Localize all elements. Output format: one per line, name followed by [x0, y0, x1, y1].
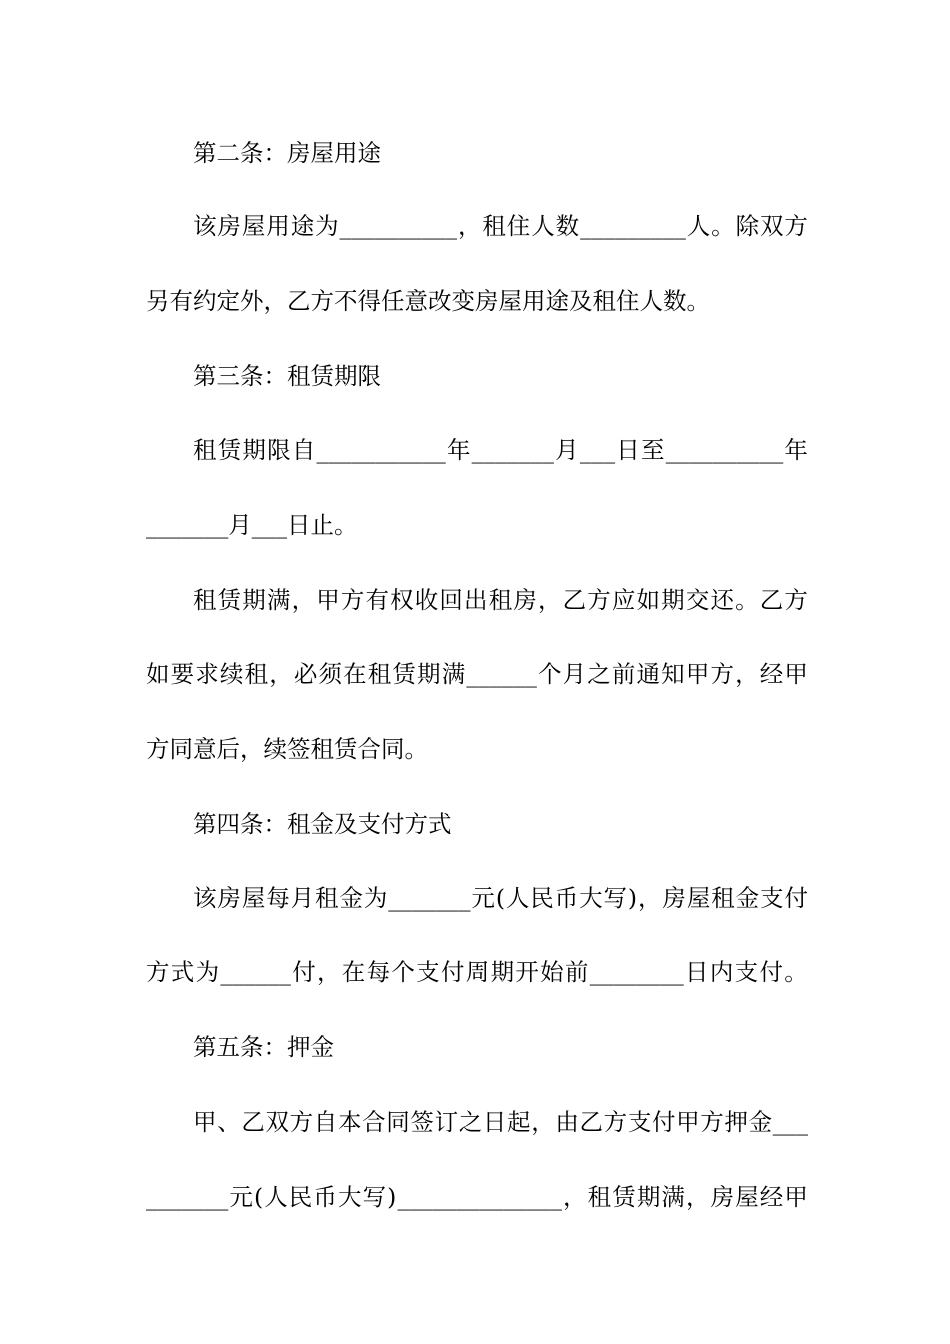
- text-run: 。: [784, 958, 808, 986]
- article-5-heading: 第五条：押金: [193, 1033, 334, 1061]
- text-run: 赁: [217, 436, 242, 464]
- text-run: 方: [146, 958, 170, 986]
- text-run: 甲: [676, 1108, 700, 1136]
- text-run: 币: [313, 1183, 337, 1211]
- text-run: 房: [217, 884, 241, 912]
- text-run: 日: [482, 1108, 507, 1136]
- article-4-paragraph-line: [193, 878, 808, 918]
- blank-field: __________: [665, 436, 784, 464]
- text-run: 支: [416, 958, 440, 986]
- article-4-heading: 第四条：租金及支付方式: [193, 810, 452, 838]
- text-run: 满: [441, 660, 466, 688]
- text-run: 期: [661, 586, 685, 614]
- blank-field: ______: [466, 660, 537, 688]
- text-run: 出: [464, 586, 488, 614]
- blank-field: _______: [471, 436, 554, 464]
- text-run: 始: [540, 958, 564, 986]
- article-3-renewal-line: [146, 654, 808, 694]
- text-run: 每: [266, 884, 290, 912]
- text-run: 租: [315, 884, 339, 912]
- text-run: 日: [685, 958, 709, 986]
- text-run: 房: [662, 884, 686, 912]
- text-run: 人: [264, 1183, 288, 1211]
- text-run: 金: [735, 884, 760, 912]
- text-run: 屋: [735, 1183, 759, 1211]
- text-run: 、: [217, 1108, 241, 1136]
- text-run: 年: [446, 436, 471, 464]
- text-run: 求: [195, 660, 219, 688]
- text-run: 交: [685, 586, 710, 614]
- text-run: 甲: [685, 660, 710, 688]
- text-run: 回: [439, 586, 463, 614]
- text-run: 期: [242, 436, 266, 464]
- text-run: 同: [386, 1108, 410, 1136]
- text-run: ，: [563, 1183, 587, 1211]
- text-run: ，: [291, 586, 316, 614]
- text-run: 房: [710, 1183, 735, 1211]
- text-run: ): [387, 1183, 397, 1211]
- text-run: 支: [627, 1108, 652, 1136]
- text-run: 要: [170, 660, 195, 688]
- text-run: 自: [291, 436, 316, 464]
- text-run: 房: [217, 212, 241, 240]
- text-run: 续: [219, 660, 244, 688]
- text-run: 赁: [612, 1183, 636, 1211]
- article-3-paragraph-line: [193, 430, 808, 470]
- blank-field: ________: [589, 958, 684, 986]
- article-5-paragraph-line: [193, 1102, 808, 1142]
- text-run: 满: [266, 586, 291, 614]
- text-run: 该: [193, 212, 217, 240]
- text-run: 日: [616, 436, 640, 464]
- text-run: 付: [440, 958, 465, 986]
- text-run: 由: [555, 1108, 579, 1136]
- text-run: 人: [686, 212, 711, 240]
- text-run: 付: [759, 958, 783, 986]
- text-run: 为: [315, 212, 339, 240]
- text-run: ，: [638, 884, 662, 912]
- text-run: 有: [365, 586, 389, 614]
- text-run: 前: [564, 958, 589, 986]
- text-run: 乙: [241, 1108, 265, 1136]
- text-run: 方: [784, 212, 808, 240]
- text-run: 月: [555, 436, 579, 464]
- text-run: 如: [146, 660, 170, 688]
- text-run: 大: [579, 884, 603, 912]
- article-3-heading: 第三条：租赁期限: [193, 362, 381, 390]
- text-run: (: [253, 1183, 264, 1211]
- text-run: 民: [530, 884, 554, 912]
- article-2-paragraph-line: 另有约定外，乙方不得任意改变房屋用途及租住人数。: [146, 287, 710, 315]
- text-run: 方: [587, 586, 611, 614]
- text-run: ，: [457, 212, 482, 240]
- text-run: 期: [636, 1183, 661, 1211]
- blank-field: _______: [388, 884, 471, 912]
- text-run: 至: [640, 436, 665, 464]
- text-run: 签: [410, 1108, 434, 1136]
- text-run: 之: [587, 660, 611, 688]
- text-run: 屋: [686, 884, 711, 912]
- text-run: 期: [490, 958, 515, 986]
- text-run: 开: [515, 958, 539, 986]
- text-run: 方: [603, 1108, 628, 1136]
- text-run: 内: [709, 958, 734, 986]
- text-run: 住: [506, 212, 531, 240]
- text-run: 币: [554, 884, 579, 912]
- text-run: 赁: [392, 660, 416, 688]
- text-run: 租: [711, 884, 735, 912]
- article-2-paragraph-line: [193, 206, 808, 246]
- text-run: 之: [458, 1108, 483, 1136]
- text-run: 甲: [784, 660, 808, 688]
- text-run: 。: [735, 586, 759, 614]
- text-run: 收: [414, 586, 439, 614]
- text-run: ，: [686, 1183, 710, 1211]
- text-run: 合: [362, 1108, 386, 1136]
- blank-field: ___: [579, 436, 616, 464]
- text-run: 起: [507, 1108, 531, 1136]
- text-run: 月: [290, 884, 315, 912]
- text-run: 租: [193, 436, 217, 464]
- text-run: 支: [734, 958, 759, 986]
- text-run: 押: [724, 1108, 748, 1136]
- text-run: 通: [636, 660, 661, 688]
- text-run: 订: [434, 1108, 459, 1136]
- text-run: ，: [735, 660, 759, 688]
- blank-field: __________: [339, 212, 458, 240]
- text-run: 甲: [784, 1183, 808, 1211]
- article-3-paragraph-line: _______月___日止。: [146, 511, 358, 539]
- text-run: 权: [390, 586, 414, 614]
- text-run: 满: [661, 1183, 685, 1211]
- text-run: 经: [759, 660, 784, 688]
- text-run: 元: [229, 1183, 253, 1211]
- text-run: 付: [292, 958, 316, 986]
- article-5-paragraph-line: [146, 1177, 808, 1217]
- text-run: 期: [242, 586, 266, 614]
- text-run: 该: [193, 884, 217, 912]
- blank-field: ______: [220, 958, 291, 986]
- text-run: 人: [505, 884, 530, 912]
- text-run: 应: [611, 586, 636, 614]
- text-run: 经: [759, 1183, 784, 1211]
- text-run: 甲: [316, 586, 340, 614]
- text-run: 为: [363, 884, 388, 912]
- text-run: 周: [465, 958, 490, 986]
- text-run: 为: [195, 958, 220, 986]
- text-run: 屋: [241, 212, 266, 240]
- blank-field: _______: [146, 1183, 229, 1211]
- text-run: 本: [337, 1108, 362, 1136]
- text-run: 赁: [217, 586, 242, 614]
- text-run: 限: [267, 436, 291, 464]
- text-run: 如: [636, 586, 661, 614]
- text-run: 用: [266, 212, 290, 240]
- text-run: 乙: [562, 586, 587, 614]
- text-run: 在: [343, 660, 367, 688]
- text-run: 前: [611, 660, 636, 688]
- text-run: 方: [289, 1108, 314, 1136]
- text-run: 元: [471, 884, 495, 912]
- text-run: 月: [562, 660, 587, 688]
- text-run: 租: [488, 586, 513, 614]
- text-run: 金: [748, 1108, 773, 1136]
- text-run: 式: [170, 958, 195, 986]
- text-run: 乙: [759, 586, 784, 614]
- text-run: 须: [318, 660, 342, 688]
- text-run: 途: [290, 212, 315, 240]
- text-run: 支: [760, 884, 784, 912]
- text-run: 每: [366, 958, 391, 986]
- text-run: 个: [537, 660, 562, 688]
- text-run: ，: [537, 586, 562, 614]
- article-3-renewal-line: 方同意后，续签租赁合同。: [146, 735, 428, 763]
- text-run: 民: [288, 1183, 313, 1211]
- text-run: 期: [417, 660, 441, 688]
- text-run: 付: [784, 884, 808, 912]
- text-run: 租: [587, 1183, 612, 1211]
- text-run: 方: [340, 586, 365, 614]
- text-run: 必: [293, 660, 318, 688]
- text-run: 房: [513, 586, 537, 614]
- text-run: 还: [710, 586, 734, 614]
- text-run: 人: [531, 212, 555, 240]
- text-run: 年: [784, 436, 808, 464]
- text-run: (: [495, 884, 505, 912]
- text-run: 自: [313, 1108, 338, 1136]
- text-run: 写: [362, 1183, 387, 1211]
- article-2-heading: 第二条：房屋用途: [193, 139, 381, 167]
- text-run: 双: [265, 1108, 289, 1136]
- text-run: 付: [651, 1108, 676, 1136]
- blank-field: ___: [772, 1108, 808, 1136]
- blank-field: ______________: [397, 1183, 562, 1211]
- text-run: 甲: [193, 1108, 217, 1136]
- text-run: 租: [367, 660, 392, 688]
- text-run: 屋: [241, 884, 266, 912]
- text-run: 租: [244, 660, 269, 688]
- article-3-renewal-line: [193, 580, 808, 620]
- text-run: ，: [531, 1108, 555, 1136]
- text-run: 除: [735, 212, 760, 240]
- text-run: 租: [193, 586, 217, 614]
- text-run: 个: [391, 958, 415, 986]
- text-run: ): [627, 884, 638, 912]
- text-run: 知: [661, 660, 685, 688]
- text-run: 写: [603, 884, 628, 912]
- text-run: 方: [710, 660, 734, 688]
- text-run: 租: [482, 212, 506, 240]
- text-run: 在: [341, 958, 366, 986]
- text-run: 方: [700, 1108, 724, 1136]
- text-run: 数: [555, 212, 580, 240]
- text-run: 。: [711, 212, 735, 240]
- text-run: ，: [269, 660, 293, 688]
- article-4-paragraph-line: [146, 952, 808, 992]
- text-run: ，: [316, 958, 341, 986]
- text-run: 金: [339, 884, 363, 912]
- text-run: 大: [337, 1183, 362, 1211]
- text-run: 双: [760, 212, 784, 240]
- blank-field: _________: [580, 212, 686, 240]
- blank-field: ___________: [316, 436, 446, 464]
- text-run: 乙: [579, 1108, 603, 1136]
- text-run: 方: [784, 586, 808, 614]
